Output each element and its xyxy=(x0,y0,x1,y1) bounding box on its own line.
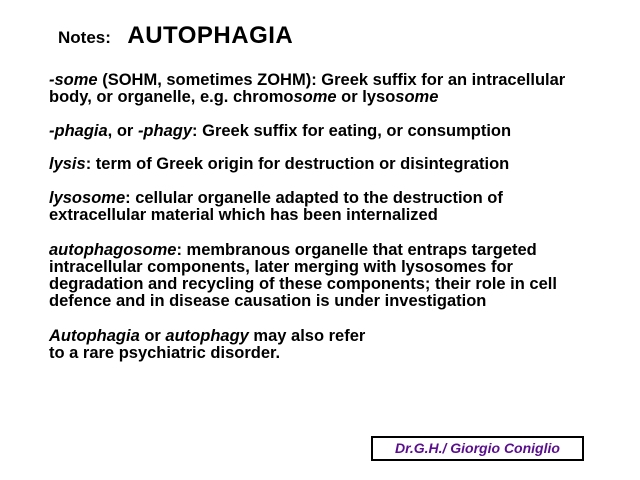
definition-text: : Greek suffix for eating, or consumption xyxy=(192,122,512,140)
term-fragment: some xyxy=(293,88,337,106)
definition-text: : cellular organelle adapted to the destruction of extracellular material which has been internalized xyxy=(49,189,503,224)
term-phagia: -phagia xyxy=(49,122,108,140)
definition-text: or xyxy=(139,327,166,345)
term-lysosome: lysosome xyxy=(49,189,126,207)
definition-text: or lyso xyxy=(336,88,396,106)
term-autophagy: autophagy xyxy=(165,327,249,345)
term-phagy: -phagy xyxy=(137,122,193,140)
definition-phagia xyxy=(49,123,594,140)
notes-label: Notes: xyxy=(58,28,111,47)
term-lysis: lysis xyxy=(49,155,86,173)
definition-autophagia xyxy=(49,328,379,362)
definition-some xyxy=(49,72,594,106)
page-title xyxy=(58,22,293,50)
term-fragment: some xyxy=(395,88,439,106)
definition-text: : term of Greek origin for destruction or disintegration xyxy=(85,155,510,173)
definition-lysosome xyxy=(49,190,594,224)
definition-text: : membranous organelle that entraps targeted intracellular components, later merging with lysosomes for degradation and recycling of these components; their role in cell defence and in disease causation is under investigation xyxy=(49,241,557,310)
definition-lysis xyxy=(49,156,594,173)
definition-text: may also refer to a rare psychiatric disorder. xyxy=(49,327,366,362)
definition-text: , or xyxy=(107,122,138,140)
title-text: AUTOPHAGIA xyxy=(127,22,294,49)
term-some: -some xyxy=(49,71,98,89)
author-credit-box: Dr.G.H./ Giorgio Coniglio xyxy=(371,436,584,461)
term-autophagia: Autophagia xyxy=(49,327,140,345)
term-autophagosome: autophagosome xyxy=(49,241,177,259)
definition-autophagosome xyxy=(49,242,594,310)
definition-text: (SOHM, sometimes ZOHM): Greek suffix for an intracellular body, or organelle, e.g. chromo xyxy=(49,71,566,106)
notes-body xyxy=(49,72,594,379)
